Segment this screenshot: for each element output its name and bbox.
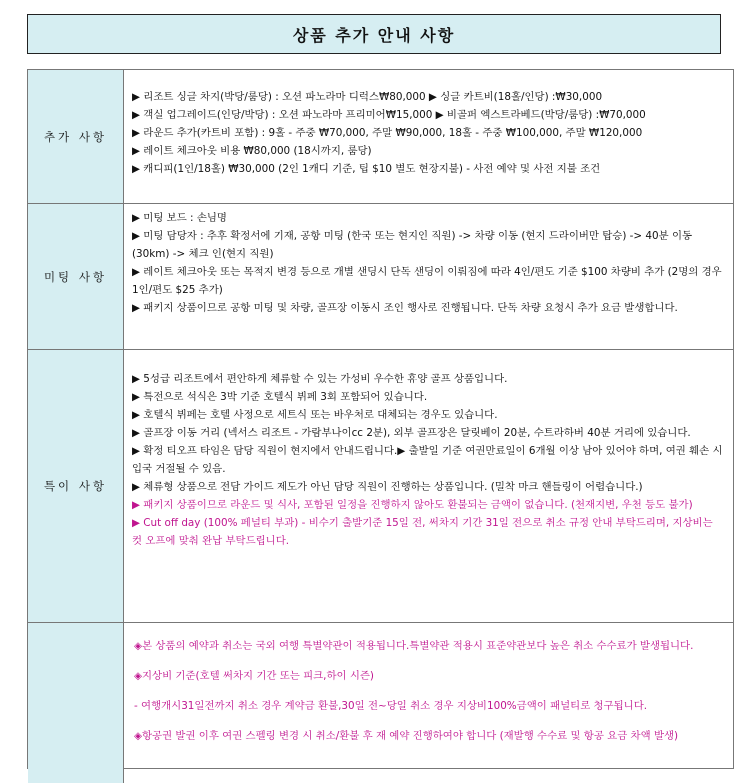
info-line: ▶ 객실 업그레이드(인당/박당) : 오션 파노라마 프리미어₩15,000 ▶ 비골퍼 엑스트라베드(박당/룸당) :₩70,000 — [132, 109, 646, 121]
section-label: 미팅 사항 — [28, 204, 124, 349]
info-line: ▶ 확정 티오프 타임은 담당 직원이 현지에서 안내드립니다.▶ 출발일 기준 여권만료일이 6개월 이상 남아 있어야 하며, 여권 훼손 시 입국 거절될 수 있음. — [132, 445, 723, 475]
info-line: ▶ 골프장 이동 거리 (넥서스 리조트 - 가람부나이cc 2분), 외부 골프장은 달릿베이 20분, 수트라하버 40분 거리에 있습니다. — [132, 427, 691, 439]
section-cancellation — [28, 623, 733, 783]
page-title-text: 상품 추가 안내 사항 — [292, 25, 456, 45]
info-line: ▶ 라운드 추가(카트비 포함) : 9홀 - 주중 ₩70,000, 주말 ₩90,000, 18홀 - 주중 ₩100,000, 주말 ₩120,000 — [132, 127, 643, 139]
section-content — [134, 637, 723, 757]
policy-line: ◈지상비 기준(호텔 써차지 기간 또는 피크,하이 시즌) — [134, 670, 374, 682]
section-content — [132, 209, 723, 317]
highlight-line: ▶ 패키지 상품이므로 라운드 및 식사, 포함된 일정을 진행하지 않아도 환불되는 금액이 없습니다. (천재지변, 우천 등도 불가) — [132, 499, 693, 511]
info-line: ▶ 특전으로 석식은 3박 기준 호텔식 뷔페 3회 포함되어 있습니다. — [132, 391, 428, 403]
policy-line: - 여행개시31일전까지 취소 경우 계약금 환불,30일 전~당일 취소 경우 지상비100%금액이 패널티로 청구됩니다. — [134, 700, 648, 712]
policy-line: ◈본 상품의 예약과 취소는 국외 여행 특별약관이 적용됩니다.특별약관 적용시 표준약관보다 높은 취소 수수료가 발생됩니다. — [134, 640, 694, 652]
section-label — [28, 623, 124, 783]
policy-line: ◈항공권 발권 이후 여권 스펠링 변경 시 취소/환불 후 재 예약 진행하여야 합니다 (재발행 수수료 및 항공 요금 차액 발생) — [134, 730, 679, 742]
info-line: ▶ 레이트 체크아웃 또는 목적지 변경 등으로 개별 샌딩시 단독 샌딩이 이뤄짐에 따라 4인/편도 기준 $100 차량비 추가 (2명의 경우 1인/편도 $25 추가) — [132, 266, 722, 296]
info-line: ▶ 미팅 보드 : 손님명 — [132, 212, 227, 224]
info-line: ▶ 체류형 상품으로 전담 가이드 제도가 아닌 담당 직원이 진행하는 상품입니다. (밀착 마크 핸들링이 어렵습니다.) — [132, 481, 643, 493]
info-line: ▶ 미팅 담당자 : 추후 확정서에 기재, 공항 미팅 (한국 또는 현지인 직원) -> 차량 이동 (현지 드라이버만 탑승) -> 40분 이동 (30km) -> 체크 인(현지 직원) — [132, 230, 693, 260]
section-content — [132, 370, 723, 550]
info-line: ▶ 캐디피(1인/18홀) ₩30,000 (2인 1캐디 기준, 팁 $10 별도 현장지불) - 사전 예약 및 사전 지불 조건 — [132, 163, 601, 175]
section-label: 추가 사항 — [28, 70, 124, 203]
info-table — [27, 69, 734, 769]
section-content — [132, 88, 723, 178]
section-additional — [28, 70, 733, 204]
section-meeting — [28, 204, 733, 350]
info-line: ▶ 호텔식 뷔페는 호텔 사정으로 세트식 또는 바우처로 대체되는 경우도 있습니다. — [132, 409, 498, 421]
info-line: ▶ 패키지 상품이므로 공항 미팅 및 차량, 골프장 이동시 조인 행사로 진행됩니다. 단독 차량 요청시 추가 요금 발생합니다. — [132, 302, 678, 314]
info-line: ▶ 레이트 체크아웃 비용 ₩80,000 (18시까지, 룸당) — [132, 145, 372, 157]
section-special — [28, 350, 733, 623]
section-label: 특이 사항 — [28, 350, 124, 622]
info-line: ▶ 5성급 리조트에서 편안하게 체류할 수 있는 가성비 우수한 휴양 골프 상품입니다. — [132, 373, 508, 385]
highlight-line: ▶ Cut off day (100% 페널티 부과) - 비수기 출발기준 15일 전, 써차지 기간 31일 전으로 취소 규정 안내 부탁드리며, 지상비는 컷 오프에 맞춰 완납 부탁드립니다. — [132, 517, 713, 547]
info-line: ▶ 리조트 싱글 차지(박당/룸당) : 오션 파노라마 디럭스₩80,000 ▶ 싱글 카트비(18홀/인당) :₩30,000 — [132, 91, 603, 103]
page-title — [27, 14, 721, 54]
